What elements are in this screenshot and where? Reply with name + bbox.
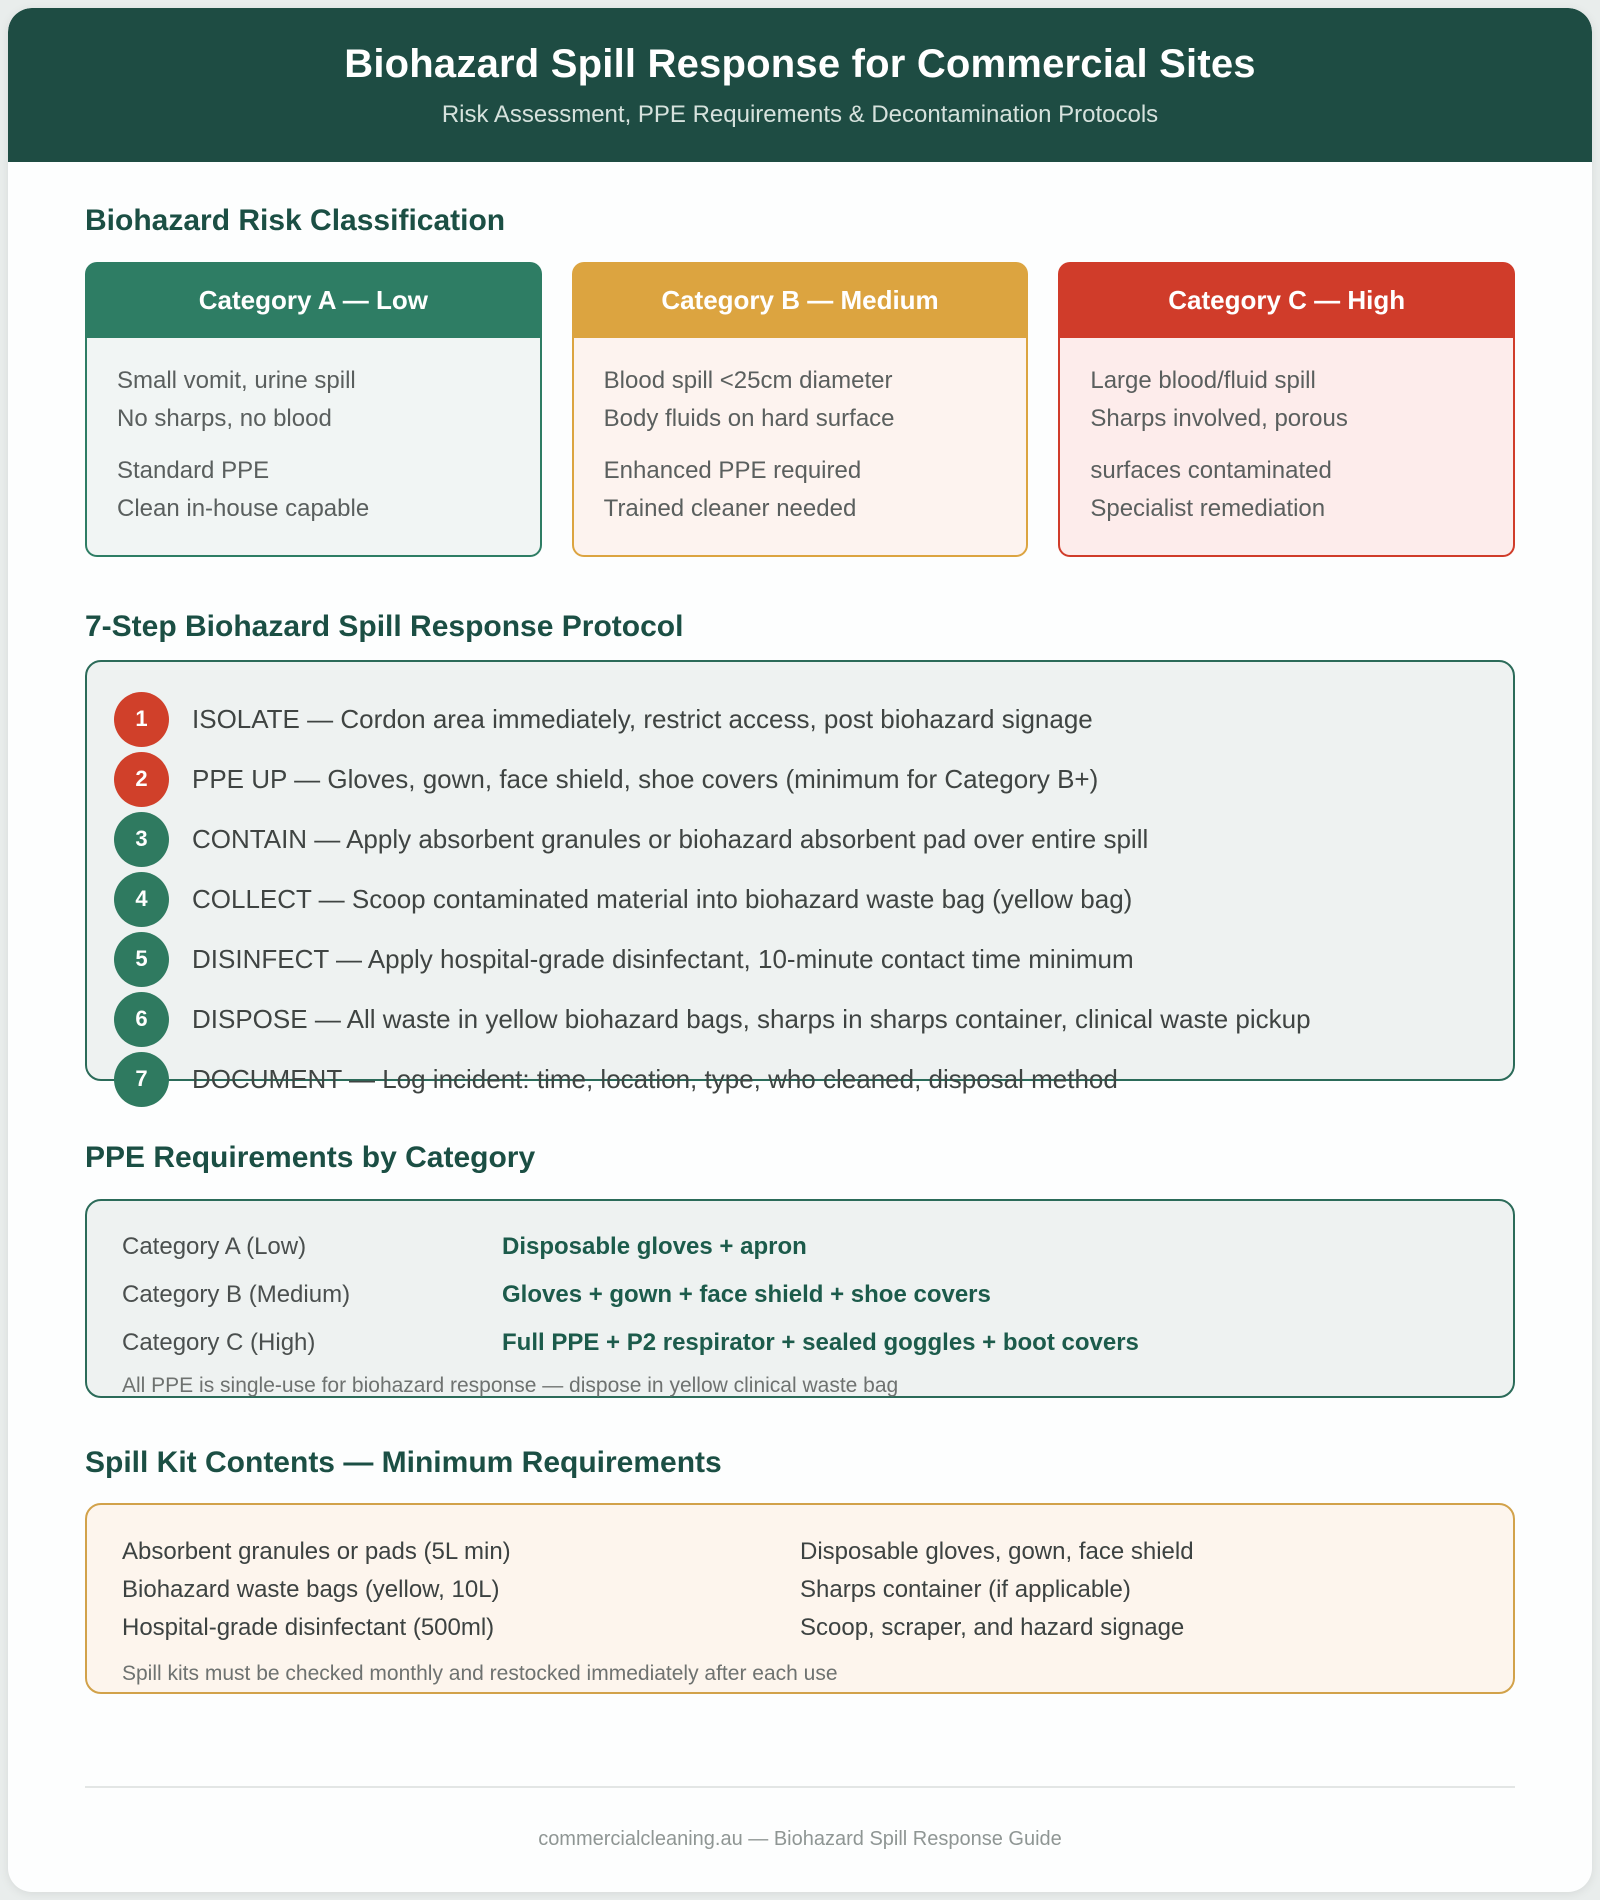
risk-card-b-line: Body fluids on hard surface	[603, 405, 895, 432]
infographic-page	[8, 8, 1592, 1892]
risk-card-category-a	[85, 262, 542, 557]
risk-card-a-line: Standard PPE	[117, 457, 270, 484]
risk-card-b-line: Enhanced PPE required	[603, 457, 862, 484]
step-text: PPE UP — Gloves, gown, face shield, shoe covers (minimum for Category B+)	[192, 763, 1099, 794]
risk-card-category-c	[1058, 262, 1515, 557]
protocol-step-4	[114, 869, 1513, 929]
spill-kit-box	[85, 1503, 1515, 1694]
risk-card-a-body	[85, 338, 542, 557]
risk-card-c-line: Large blood/fluid spill	[1090, 367, 1316, 394]
risk-card-c-line: Sharps involved, porous	[1090, 405, 1348, 432]
ppe-row-category-c	[122, 1325, 1478, 1361]
step-number-badge: 3	[114, 812, 169, 867]
step-number-badge: 5	[114, 932, 169, 987]
risk-card-c-title: Category C — High	[1058, 262, 1515, 338]
kit-item: Hospital-grade disinfectant (500ml)	[122, 1614, 495, 1641]
risk-card-a-line: No sharps, no blood	[117, 405, 332, 432]
footer-divider	[85, 1786, 1515, 1788]
protocol-step-6	[114, 989, 1513, 1049]
step-number-badge: 7	[114, 1052, 169, 1107]
risk-card-b-line: Trained cleaner needed	[603, 495, 857, 522]
protocol-step-7	[114, 1049, 1513, 1109]
protocol-step-5	[114, 929, 1513, 989]
protocol-steps-box	[85, 660, 1515, 1094]
page-title: Biohazard Spill Response for Commercial Sites	[344, 41, 1256, 86]
page-header	[8, 8, 1592, 162]
step-text: ISOLATE — Cordon area immediately, restrict access, post biohazard signage	[192, 703, 1093, 734]
risk-card-category-b	[572, 262, 1029, 557]
risk-card-b-body	[572, 338, 1029, 557]
kit-item: Biohazard waste bags (yellow, 10L)	[122, 1576, 500, 1603]
protocol-section-heading: 7-Step Biohazard Spill Response Protocol	[85, 610, 684, 643]
risk-card-a-line: Clean in-house capable	[117, 495, 370, 522]
ppe-row-category-b	[122, 1277, 1478, 1313]
risk-card-b-line: Blood spill <25cm diameter	[603, 367, 893, 394]
step-text: CONTAIN — Apply absorbent granules or biohazard absorbent pad over entire spill	[192, 823, 1149, 854]
protocol-step-1	[114, 689, 1513, 749]
risk-section-heading: Biohazard Risk Classification	[85, 204, 506, 237]
protocol-step-3	[114, 809, 1513, 869]
kit-item: Sharps container (if applicable)	[800, 1576, 1131, 1603]
risk-card-a-line: Small vomit, urine spill	[117, 367, 356, 394]
kit-column-left	[122, 1533, 800, 1647]
step-number-badge: 1	[114, 692, 169, 747]
ppe-row-value: Full PPE + P2 respirator + sealed goggles + boot covers	[502, 1329, 1139, 1356]
step-text: DOCUMENT — Log incident: time, location, type, who cleaned, disposal method	[192, 1063, 1118, 1094]
ppe-row-value: Gloves + gown + face shield + shoe covers	[502, 1281, 991, 1308]
ppe-row-category-a	[122, 1229, 1478, 1265]
protocol-step-2	[114, 749, 1513, 809]
kit-item: Absorbent granules or pads (5L min)	[122, 1538, 511, 1565]
risk-card-a-title: Category A — Low	[85, 262, 542, 338]
kit-section-heading: Spill Kit Contents — Minimum Requirements	[85, 1446, 722, 1479]
step-text: DISPOSE — All waste in yellow biohazard bags, sharps in sharps container, clinical waste pickup	[192, 1003, 1311, 1034]
risk-card-c-line: Specialist remediation	[1090, 495, 1326, 522]
kit-note: Spill kits must be checked monthly and restocked immediately after each use	[122, 1662, 838, 1685]
ppe-row-label: Category C (High)	[122, 1329, 316, 1356]
step-text: DISINFECT — Apply hospital-grade disinfectant, 10-minute contact time minimum	[192, 943, 1134, 974]
ppe-requirements-box	[85, 1199, 1515, 1398]
risk-card-c-line: surfaces contaminated	[1090, 457, 1332, 484]
ppe-note: All PPE is single-use for biohazard response — dispose in yellow clinical waste bag	[122, 1374, 899, 1397]
ppe-row-value: Disposable gloves + apron	[502, 1233, 807, 1260]
step-number-badge: 6	[114, 992, 169, 1047]
kit-column-right	[800, 1533, 1478, 1647]
kit-columns	[122, 1533, 1478, 1647]
page-subtitle: Risk Assessment, PPE Requirements & Decontamination Protocols	[441, 100, 1159, 128]
ppe-row-label: Category B (Medium)	[122, 1281, 351, 1308]
kit-item: Disposable gloves, gown, face shield	[800, 1538, 1194, 1565]
content	[8, 203, 1592, 1851]
kit-item: Scoop, scraper, and hazard signage	[800, 1614, 1185, 1641]
risk-cards	[85, 262, 1515, 557]
risk-card-b-title: Category B — Medium	[572, 262, 1029, 338]
step-text: COLLECT — Scoop contaminated material into biohazard waste bag (yellow bag)	[192, 883, 1133, 914]
step-number-badge: 4	[114, 872, 169, 927]
ppe-section-heading: PPE Requirements by Category	[85, 1141, 536, 1174]
ppe-row-label: Category A (Low)	[122, 1233, 307, 1260]
step-number-badge: 2	[114, 752, 169, 807]
footer-credit: commercialcleaning.au — Biohazard Spill Response Guide	[538, 1828, 1062, 1850]
risk-card-c-body	[1058, 338, 1515, 557]
